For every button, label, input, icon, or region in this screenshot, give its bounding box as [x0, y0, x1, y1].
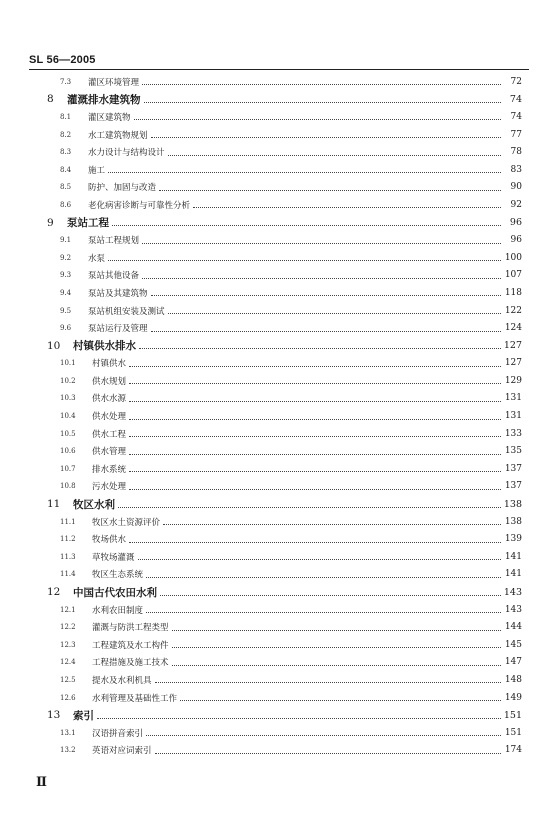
toc-section-entry: [0, 108, 558, 126]
dot-leader: [151, 295, 501, 296]
dot-leader: [193, 207, 501, 208]
toc-entry-page: 137: [504, 463, 522, 474]
toc-entry-page: 137: [504, 481, 522, 492]
toc-entry-title: 水力设计与结构设计: [88, 148, 165, 159]
toc-entry-page: 147: [504, 657, 522, 668]
toc-entry-number: 13: [47, 709, 61, 722]
toc-entry-number: 9.6: [60, 324, 72, 333]
toc-entry-page: 83: [510, 164, 522, 175]
toc-section-entry: [0, 724, 558, 742]
toc-entry-title: 供水管理: [92, 447, 127, 458]
toc-section-entry: [0, 618, 558, 636]
toc-section-entry: [0, 73, 558, 91]
toc-entry-number: 10: [47, 339, 61, 352]
dot-leader: [180, 700, 501, 701]
toc-entry-title: 牧场供水: [92, 535, 127, 546]
toc-entry-page: 144: [504, 622, 522, 633]
toc-section-entry: [0, 407, 558, 425]
toc-entry-number: 9.1: [60, 236, 72, 245]
toc-entry-page: 127: [503, 340, 522, 352]
toc-entry-page: 145: [504, 639, 522, 650]
toc-section-entry: [0, 355, 558, 373]
header-rule: [29, 69, 529, 70]
toc-entry-page: 74: [510, 111, 522, 122]
dot-leader: [146, 735, 501, 736]
dot-leader: [97, 718, 501, 719]
toc-entry-number: 8.5: [60, 183, 72, 192]
dot-leader: [129, 366, 501, 367]
dot-leader: [129, 419, 501, 420]
toc-entry-page: 148: [504, 674, 522, 685]
toc-section-entry: [0, 231, 558, 249]
toc-entry-number: 10.5: [60, 429, 76, 438]
toc-entry-page: 149: [504, 692, 522, 703]
toc-entry-page: 131: [504, 393, 522, 404]
toc-chapter-entry: [0, 495, 558, 513]
toc-entry-number: 11.3: [60, 552, 76, 561]
toc-entry-title: 水利农田制度: [92, 605, 144, 616]
toc-entry-number: 9.2: [60, 253, 72, 262]
toc-entry-page: 78: [510, 147, 522, 158]
toc-entry-number: 10.1: [60, 359, 76, 368]
toc-section-entry: [0, 601, 558, 619]
dot-leader: [112, 225, 501, 226]
toc-entry-title: 老化病害诊断与可靠性分析: [88, 200, 191, 211]
dot-leader: [159, 190, 501, 191]
toc-entry-page: 96: [509, 217, 522, 229]
toc-entry-title: 工程措施及施工技术: [92, 658, 169, 669]
toc-entry-title: 供水水源: [92, 394, 127, 405]
toc-entry-number: 10.6: [60, 447, 76, 456]
dot-leader: [129, 436, 501, 437]
toc-entry-number: 11.2: [60, 535, 76, 544]
toc-entry-title: 排水系统: [92, 464, 127, 475]
dot-leader: [118, 507, 501, 508]
toc-entry-page: 143: [504, 604, 522, 615]
toc-entry-page: 100: [504, 252, 522, 263]
toc-entry-title: 防护、加固与改造: [88, 183, 157, 194]
toc-entry-number: 12.4: [60, 658, 76, 667]
toc-entry-page: 133: [504, 428, 522, 439]
toc-section-entry: [0, 390, 558, 408]
dot-leader: [155, 682, 501, 683]
toc-entry-number: 13.1: [60, 728, 76, 737]
toc-entry-page: 138: [503, 498, 522, 510]
dot-leader: [139, 348, 501, 349]
toc-section-entry: [0, 161, 558, 179]
dot-leader: [172, 630, 501, 631]
toc-entry-page: 131: [504, 411, 522, 422]
toc-section-entry: [0, 143, 558, 161]
toc-section-entry: [0, 671, 558, 689]
toc-entry-page: 135: [504, 446, 522, 457]
toc-entry-page: 141: [504, 551, 522, 562]
toc-section-entry: [0, 566, 558, 584]
toc-entry-number: 12: [47, 586, 61, 599]
toc-entry-title: 泵站工程规划: [88, 236, 140, 247]
toc-section-entry: [0, 319, 558, 337]
toc-entry-number: 9: [47, 216, 54, 229]
toc-chapter-entry: [0, 91, 558, 109]
dot-leader: [168, 313, 501, 314]
toc-entry-number: 8.4: [60, 165, 72, 174]
toc-section-entry: [0, 372, 558, 390]
toc-entry-number: 11.1: [60, 517, 76, 526]
dot-leader: [142, 278, 501, 279]
toc-section-entry: [0, 548, 558, 566]
toc-entry-page: 72: [510, 76, 522, 87]
toc-entry-number: 9.3: [60, 271, 72, 280]
toc-entry-page: 138: [504, 516, 522, 527]
toc-entry-number: 10.7: [60, 464, 76, 473]
toc-entry-number: 7.3: [60, 77, 72, 86]
dot-leader: [163, 524, 501, 525]
toc-entry-page: 107: [504, 270, 522, 281]
toc-entry-number: 9.5: [60, 306, 72, 315]
dot-leader: [151, 137, 501, 138]
toc-section-entry: [0, 284, 558, 302]
dot-leader: [151, 331, 501, 332]
dot-leader: [146, 612, 501, 613]
toc-chapter-entry: [0, 337, 558, 355]
toc-entry-title: 工程建筑及水工构件: [92, 640, 169, 651]
dot-leader: [129, 383, 501, 384]
toc-entry-title: 灌区建筑物: [88, 112, 131, 123]
toc-entry-title: 灌区环境管理: [88, 77, 140, 88]
toc-entry-number: 12.6: [60, 693, 76, 702]
toc-entry-page: 90: [510, 182, 522, 193]
toc-section-entry: [0, 179, 558, 197]
toc-entry-page: 141: [504, 569, 522, 580]
toc-chapter-entry: [0, 214, 558, 232]
toc-entry-title: 供水规划: [92, 376, 127, 387]
toc-section-entry: [0, 742, 558, 760]
toc-entry-number: 8.3: [60, 148, 72, 157]
toc-entry-number: 12.3: [60, 640, 76, 649]
toc-entry-title: 村镇供水排水: [73, 340, 136, 353]
toc-entry-number: 10.4: [60, 412, 76, 421]
toc-entry-title: 灌溉与防洪工程类型: [92, 623, 169, 634]
toc-section-entry: [0, 442, 558, 460]
toc-entry-number: 8: [47, 93, 54, 106]
dot-leader: [168, 155, 501, 156]
dot-leader: [160, 595, 501, 596]
toc-entry-page: 151: [504, 727, 522, 738]
toc-section-entry: [0, 530, 558, 548]
dot-leader: [129, 471, 501, 472]
toc-entry-number: 11.4: [60, 570, 76, 579]
dot-leader: [142, 243, 501, 244]
toc-entry-title: 水工建筑物规划: [88, 130, 148, 141]
dot-leader: [108, 260, 501, 261]
toc-entry-number: 12.5: [60, 675, 76, 684]
dot-leader: [129, 542, 501, 543]
toc-entry-number: 12.2: [60, 623, 76, 632]
toc-entry-page: 74: [509, 93, 522, 105]
toc-entry-title: 灌溉排水建筑物: [67, 93, 141, 106]
dot-leader: [172, 647, 501, 648]
toc-section-entry: [0, 249, 558, 267]
toc-entry-page: 77: [510, 129, 522, 140]
toc-entry-title: 水利管理及基础性工作: [92, 693, 178, 704]
toc-entry-title: 村镇供水: [92, 359, 127, 370]
toc-entry-title: 中国古代农田水利: [73, 586, 157, 599]
toc-section-entry: [0, 302, 558, 320]
toc-entry-title: 施工: [88, 165, 106, 176]
toc-entry-title: 草牧场灌溉: [92, 552, 135, 563]
toc-entry-page: 127: [504, 358, 522, 369]
toc-entry-title: 泵站及其建筑物: [88, 288, 148, 299]
toc-entry-page: 92: [510, 199, 522, 210]
page-number: Ⅱ: [36, 775, 47, 790]
toc-entry-number: 11: [47, 498, 61, 511]
toc-entry-number: 8.1: [60, 112, 72, 121]
dot-leader: [138, 559, 501, 560]
toc-entry-page: 143: [503, 586, 522, 598]
toc-entry-title: 水泵: [88, 253, 106, 264]
document-code: SL 56—2005: [29, 54, 96, 66]
toc-entry-number: 8.2: [60, 130, 72, 139]
toc-entry-title: 泵站其他设备: [88, 271, 140, 282]
toc-entry-title: 供水工程: [92, 429, 127, 440]
toc-section-entry: [0, 478, 558, 496]
toc-entry-page: 118: [504, 287, 522, 298]
toc-chapter-entry: [0, 583, 558, 601]
toc-section-entry: [0, 267, 558, 285]
toc-entry-title: 泵站运行及管理: [88, 324, 148, 335]
toc-section-entry: [0, 196, 558, 214]
toc-entry-number: 10.3: [60, 394, 76, 403]
toc-section-entry: [0, 636, 558, 654]
toc-entry-title: 提水及水利机具: [92, 675, 152, 686]
toc-entry-title: 牧区水利: [73, 498, 115, 511]
toc-section-entry: [0, 460, 558, 478]
toc-entry-title: 牧区水土资源评价: [92, 517, 161, 528]
dot-leader: [172, 665, 501, 666]
toc-entry-page: 122: [504, 305, 522, 316]
toc-chapter-entry: [0, 706, 558, 724]
toc-section-entry: [0, 425, 558, 443]
dot-leader: [146, 577, 501, 578]
toc-entry-page: 174: [504, 745, 522, 756]
toc-entry-page: 96: [510, 235, 522, 246]
dot-leader: [134, 119, 501, 120]
toc-entry-number: 10.2: [60, 376, 76, 385]
dot-leader: [142, 84, 501, 85]
dot-leader: [129, 401, 501, 402]
toc-section-entry: [0, 513, 558, 531]
toc-entry-title: 泵站工程: [67, 217, 109, 230]
toc-entry-number: 12.1: [60, 605, 76, 614]
toc-entry-page: 124: [504, 323, 522, 334]
toc-entry-title: 汉语拼音索引: [92, 728, 144, 739]
toc-entry-title: 牧区生态系统: [92, 570, 144, 581]
toc-entry-title: 泵站机组安装及测试: [88, 306, 165, 317]
table-of-contents: [0, 73, 558, 759]
toc-entry-number: 13.2: [60, 746, 76, 755]
toc-entry-title: 污水处理: [92, 482, 127, 493]
toc-section-entry: [0, 126, 558, 144]
dot-leader: [129, 454, 501, 455]
dot-leader: [155, 753, 501, 754]
toc-entry-page: 129: [504, 375, 522, 386]
dot-leader: [108, 172, 501, 173]
dot-leader: [144, 102, 502, 103]
toc-entry-title: 英语对应词索引: [92, 746, 152, 757]
toc-section-entry: [0, 654, 558, 672]
toc-entry-page: 139: [504, 534, 522, 545]
dot-leader: [129, 489, 501, 490]
toc-entry-number: 10.8: [60, 482, 76, 491]
toc-entry-number: 9.4: [60, 288, 72, 297]
toc-entry-title: 索引: [73, 709, 94, 722]
toc-entry-number: 8.6: [60, 200, 72, 209]
toc-section-entry: [0, 689, 558, 707]
toc-entry-title: 供水处理: [92, 412, 127, 423]
toc-entry-page: 151: [503, 709, 522, 721]
